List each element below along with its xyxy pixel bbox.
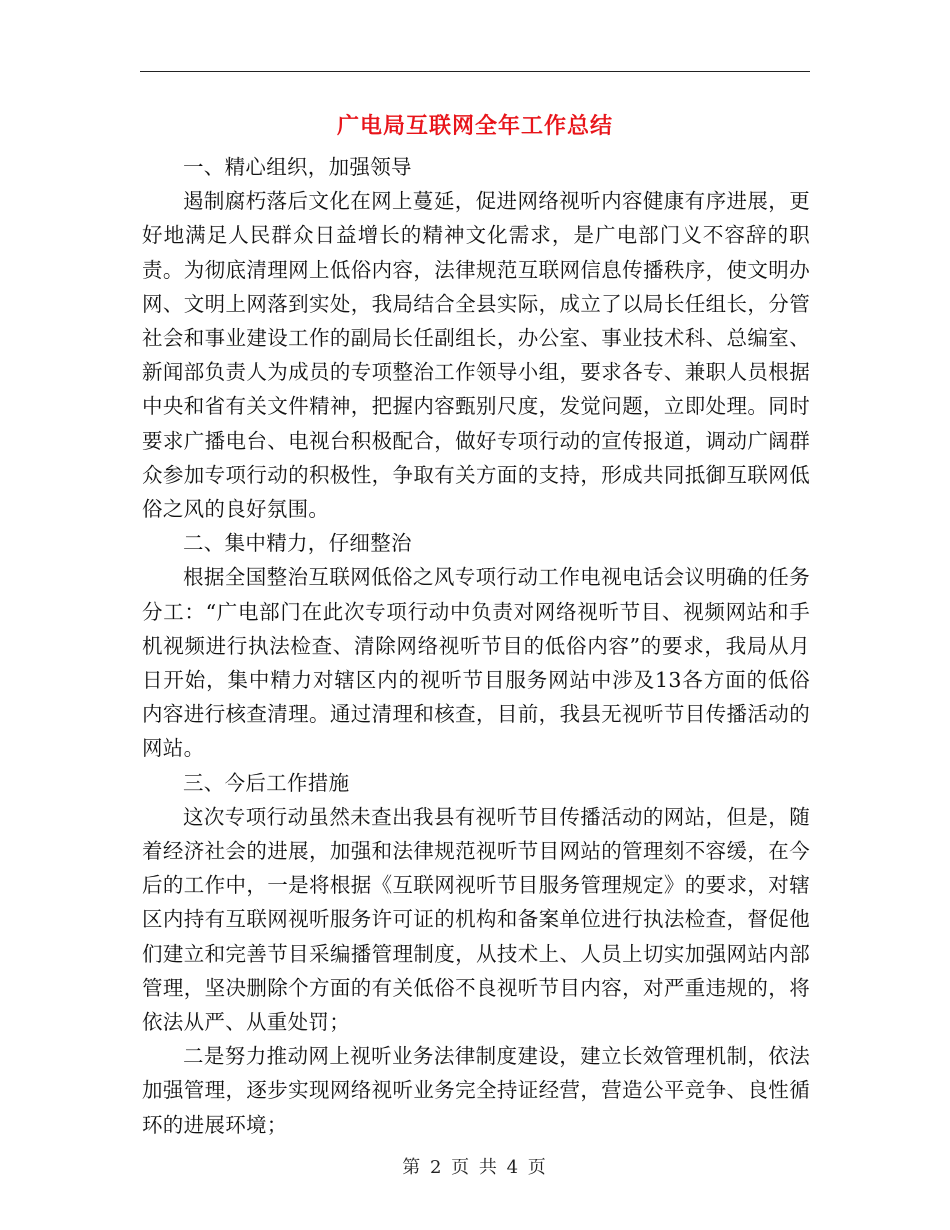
section-3-heading: 三、今后工作措施 bbox=[183, 770, 350, 795]
document-body bbox=[142, 150, 810, 1142]
section-2-heading: 二、集中精力，仔细整治 bbox=[183, 531, 412, 556]
section-1-paragraph: 遏制腐朽落后文化在网上蔓延，促进网络视听内容健康有序进展，更好地满足人民群众日益增长的精神文化需求，是广电部门义不容辞的职责。为彻底清理网上低俗内容，法律规范互联网信息传播秩序，使文明办网、文明上网落到实处，我局结合全县实际，成立了以局长任组长，分管社会和事业建设工作的副局长任副组长，办公室、事业技术科、总编室、新闻部负责人为成员的专项整治工作领导小组，要求各专、兼职人员根据中央和省有关文件精神，把握内容甄别尺度，发觉问题，立即处理。同时要求广播电台、电视台积极配合，做好专项行动的宣传报道，调动广阔群众参加专项行动的积极性，争取有关方面的支持，形成共同抵御互联网低俗之风的良好氛围。 bbox=[142, 189, 810, 522]
section-2-paragraph: 根据全国整治互联网低俗之风专项行动工作电视电话会议明确的任务分工：“广电部门在此次专项行动中负责对网络视听节目、视频网站和手机视频进行执法检查、清除网络视听节目的低俗内容”的要求，我局从月日开始，集中精力对辖区内的视听节目服务网站中涉及13各方面的低俗内容进行核查清理。通过清理和核查，目前，我县无视听节目传播活动的网站。 bbox=[142, 565, 810, 761]
section-1-heading: 一、精心组织，加强领导 bbox=[183, 155, 412, 179]
header-rule bbox=[140, 71, 810, 72]
page-number: 第 2 页 共 4 页 bbox=[402, 1157, 548, 1178]
document-title: 广电局互联网全年工作总结 bbox=[336, 113, 613, 139]
section-3-paragraph-1: 这次专项行动虽然未查出我县有视听节目传播活动的网站，但是，随着经济社会的进展，加强和法律规范视听节目网站的管理刻不容缓，在今后的工作中，一是将根据《互联网视听节目服务管理规定》的要求，对辖区内持有互联网视听服务许可证的机构和备案单位进行执法检查，督促他们建立和完善节目采编播管理制度，从技术上、人员上切实加强网站内部管理，坚决删除个方面的有关低俗不良视听节目内容，对严重违规的，将依法从严、从重处罚； bbox=[142, 804, 810, 1035]
section-3-paragraph-2: 二是努力推动网上视听业务法律制度建设，建立长效管理机制，依法加强管理，逐步实现网络视听业务完全持证经营，营造公平竞争、良性循环的进展环境； bbox=[142, 1044, 810, 1137]
